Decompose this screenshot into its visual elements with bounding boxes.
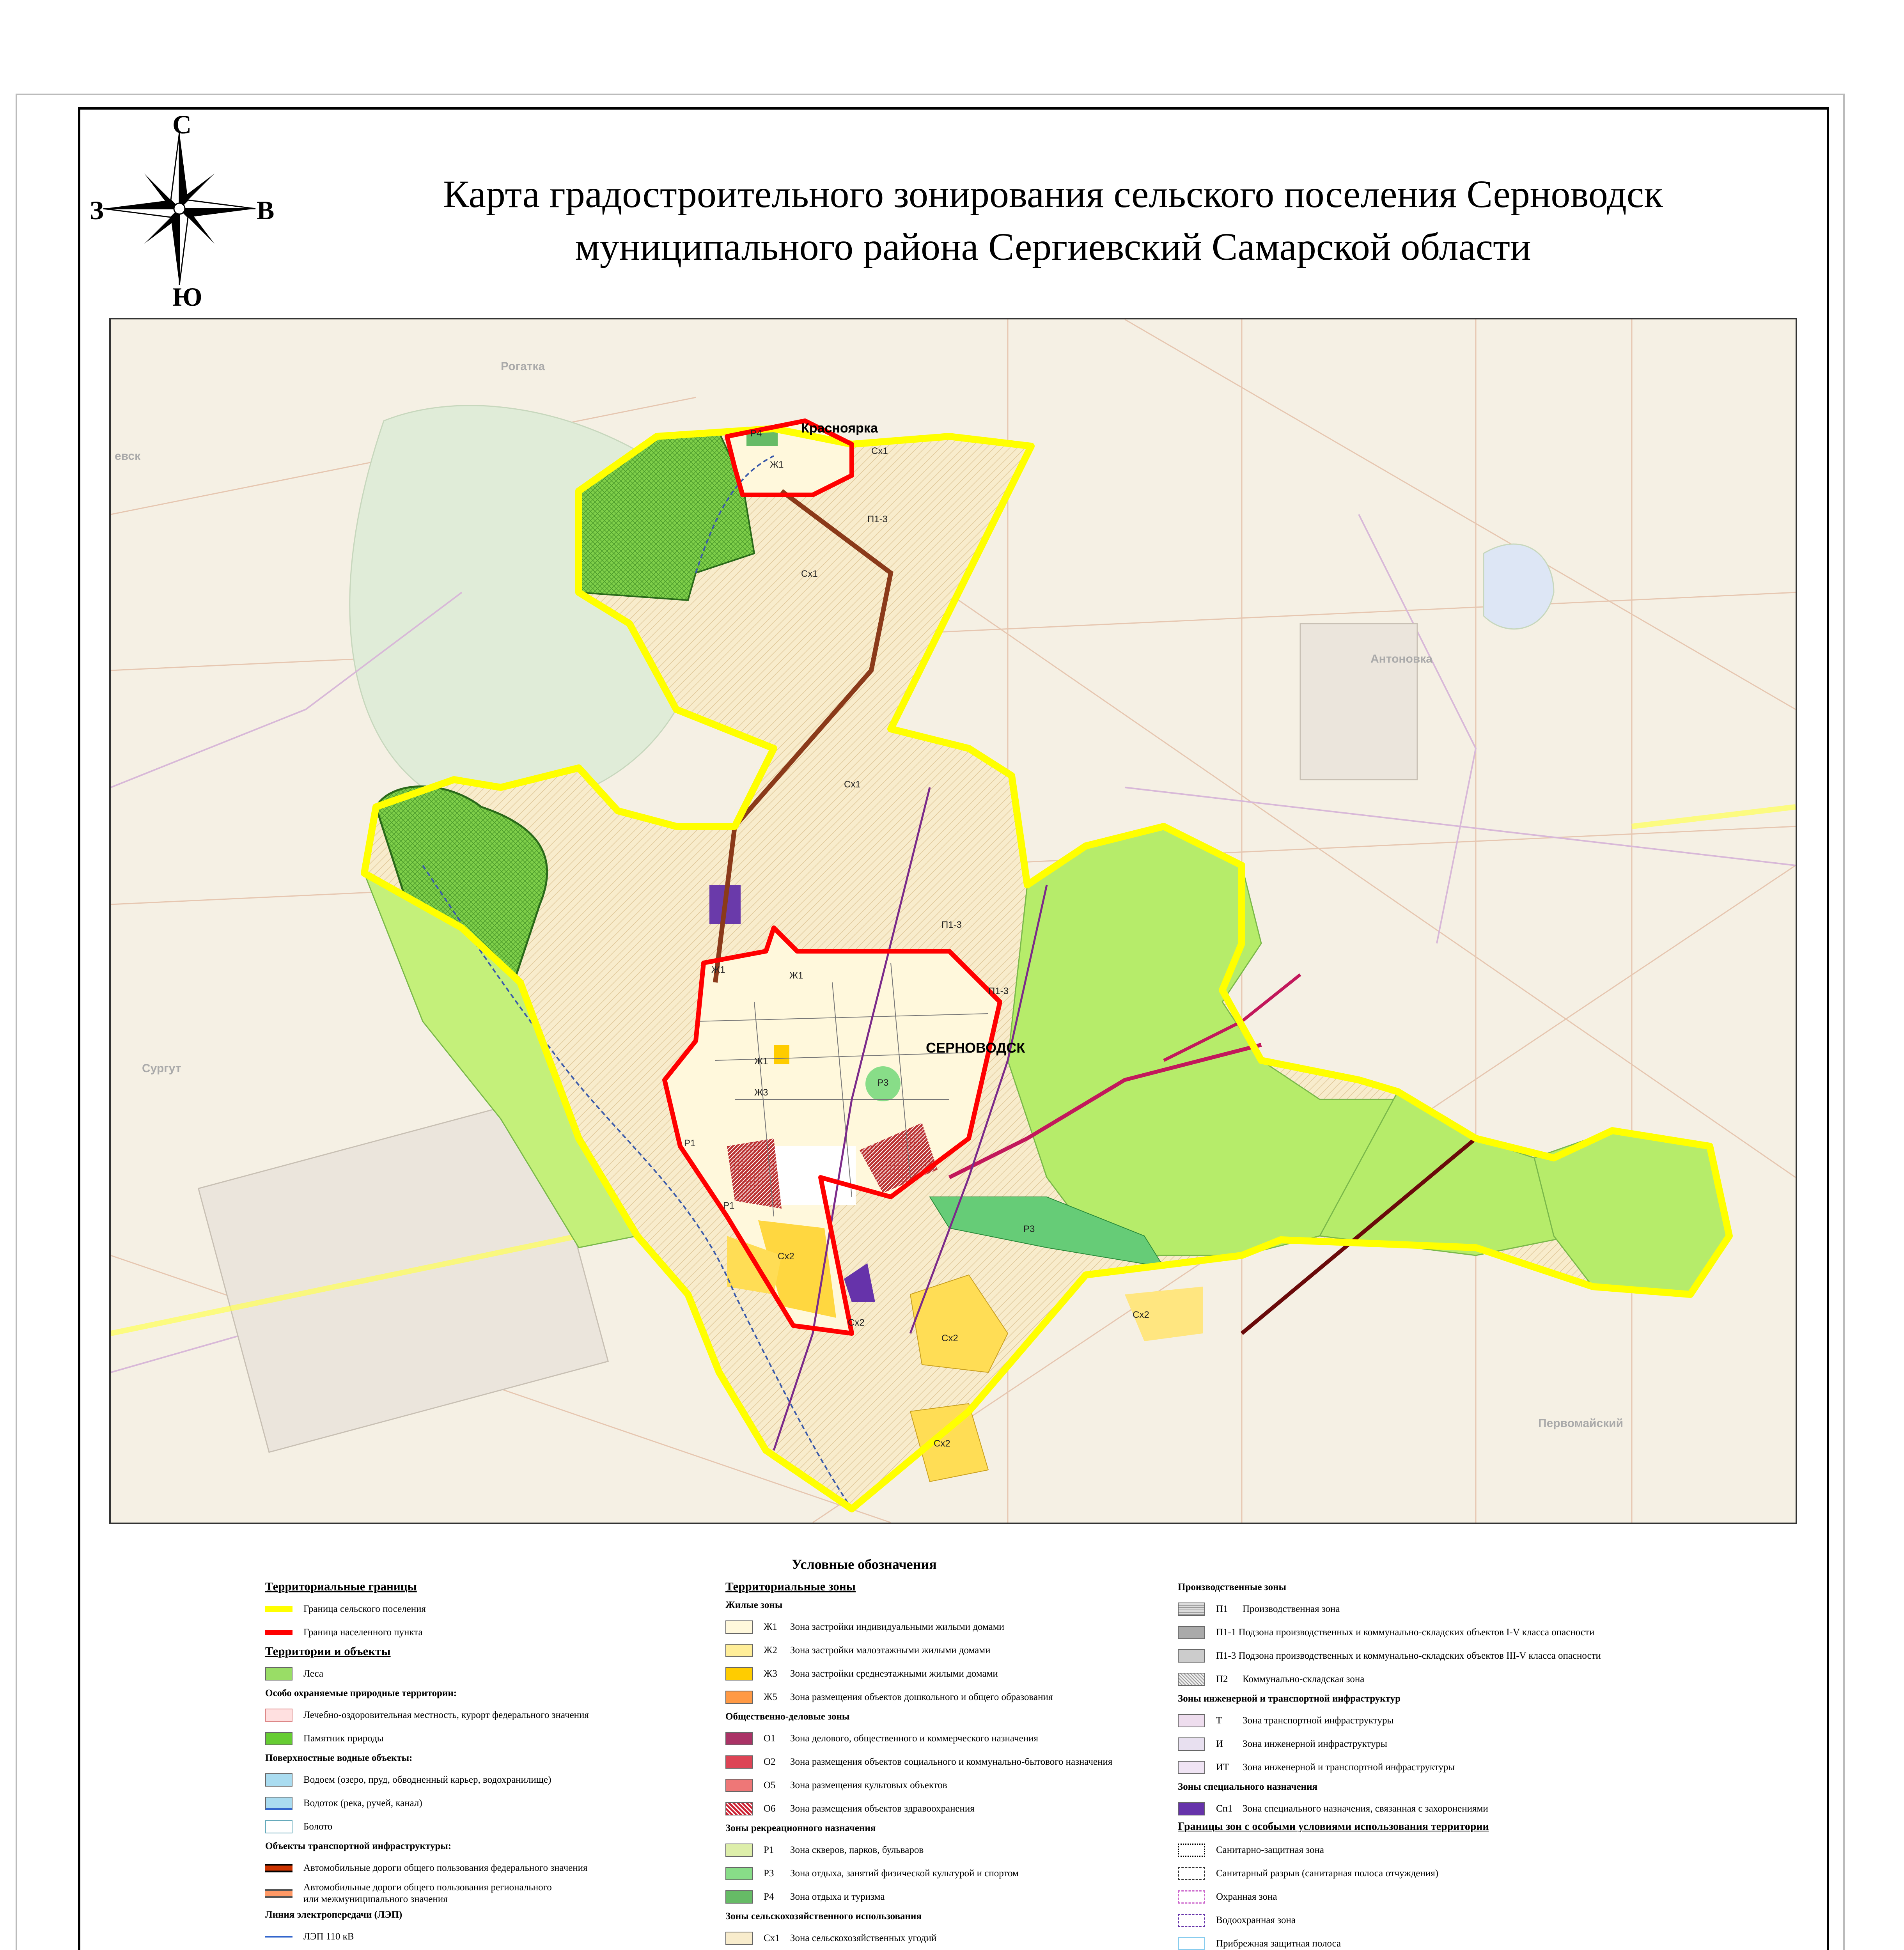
zone-label: Р3 [1023,1224,1035,1234]
legend-item: Санитарный разрыв (санитарная полоса отчуждения) [1178,1862,1665,1885]
legend-item: ЛЭП 110 кВ [265,1925,714,1948]
label-rogatka: Рогатка [501,360,545,373]
federal-road-swatch [265,1864,293,1872]
legend-section-header: Границы зон с особыми условиями использования территории [1178,1821,1489,1833]
legend-item: Сп1 Зона специального назначения, связанная с захоронениями [1178,1797,1665,1821]
zone-label: Сх2 [1133,1310,1149,1320]
legend-section-header: Территориальные границы [265,1580,417,1593]
legend-subheader: Зоны сельскохозяйственного использования [725,1911,922,1922]
zone-label: П1-3 [988,986,1009,996]
legend-item: Граница сельского поселения [265,1597,714,1621]
compass-east-label: В [257,195,275,225]
zone-label: Сх2 [778,1251,794,1262]
regional-road-swatch [265,1889,293,1898]
compass-south-label: Ю [172,282,202,312]
zone-label: Ж1 [770,459,784,470]
legend-item: Охранная зона [1178,1885,1665,1909]
legend-item: Т Зона транспортной инфраструктуры [1178,1709,1665,1732]
legend-item: Ж3 Зона застройки среднеэтажными жилыми домами [725,1662,1174,1686]
legend-subheader: Линия электропередачи (ЛЭП) [265,1909,402,1920]
legend-item: О2 Зона размещения объектов социального и коммунально-бытового назначения [725,1750,1174,1774]
legend-item: П1 Производственная зона [1178,1597,1665,1621]
legend-item: Болото [265,1815,714,1838]
legend-subheader: Производственные зоны [1178,1582,1287,1592]
compass-rose [90,110,285,312]
legend-item: Автомобильные дороги общего пользования федерального значения [265,1856,714,1880]
label-krasnoyarka: Красноярка [801,421,878,436]
title-line-1: Карта градостроительного зонирования сельского поселения Серноводск [443,172,1663,216]
legend-subheader: Зоны инженерной и транспортной инфраструктур [1178,1693,1401,1704]
zone-label: Р4 [750,428,762,439]
legend-item: ИТ Зона инженерной и транспортной инфраструктуры [1178,1756,1665,1779]
label-pervomaiskiy: Первомайский [1538,1417,1624,1430]
zone-label: Р3 [877,1078,889,1088]
resort-swatch [265,1709,293,1722]
legend-item: И Зона инженерной инфраструктуры [1178,1732,1665,1756]
legend-subheader: Зоны рекреационного назначения [725,1823,876,1833]
zone-label: Ж1 [711,964,725,975]
watercourse-swatch [265,1797,293,1810]
power-line-110-swatch [265,1936,293,1938]
legend-item: Р4 Зона отдыха и туризма [725,1885,1174,1909]
legend-item: П2 Коммунально-складская зона [1178,1668,1665,1691]
legend-item: Р1 Зона скверов, парков, бульваров [725,1838,1174,1862]
compass-west-label: З [90,195,104,225]
legend-item: Водоток (река, ручей, канал) [265,1792,714,1815]
legend-item: Граница населенного пункта [265,1621,714,1644]
zone-label: Сх2 [848,1317,865,1328]
legend-item: Водоем (озеро, пруд, обводненный карьер, водохранилище) [265,1768,714,1792]
zone-label: Ж1 [789,970,803,981]
map-canvas [111,319,1796,1523]
compass-north-label: С [172,110,192,139]
legend-section-header: Территории и объекты [265,1644,391,1658]
swamp-swatch [265,1820,293,1833]
zone-label: Ж3 [754,1087,768,1098]
legend-subheader: Зоны специального назначения [1178,1782,1318,1792]
zone-label: П1-3 [941,920,962,930]
legend-item: Сх1 Зона сельскохозяйственных угодий [725,1927,1174,1950]
zoning-map[interactable] [109,318,1797,1524]
zone-label: Сх2 [941,1333,958,1344]
legend-item [265,1948,714,1950]
legend-item: П1-3 Подзона производственных и коммунально-складских объектов III-V класса опасности [1178,1644,1665,1668]
label-sernovodsk: СЕРНОВОДСК [926,1040,1025,1056]
legend-item: Водоохранная зона [1178,1909,1665,1932]
label-antonovka: Антоновка [1370,652,1432,665]
title-line-2: муниципального района Сергиевский Самарской области [575,225,1531,268]
legend-item: О6 Зона размещения объектов здравоохранения [725,1797,1174,1821]
legend-subheader: Общественно-деловые зоны [725,1711,850,1722]
zone-label: Сх1 [801,569,818,579]
legend-subheader: Поверхностные водные объекты: [265,1753,413,1763]
nature-monument-swatch [265,1732,293,1745]
legend-item: Леса [265,1662,714,1686]
zone-label: Сх1 [871,446,888,456]
legend-item: Ж5 Зона размещения объектов дошкольного и общего образования [725,1686,1174,1709]
legend-column-3 [1178,1580,1665,1950]
zone-label: Ж1 [754,1056,768,1067]
legend-item: П1-1 Подзона производственных и коммунально-складских объектов I-V класса опасности [1178,1621,1665,1644]
forest-swatch [265,1667,293,1681]
legend-item: Санитарно-защитная зона [1178,1838,1665,1862]
zone-label: Сх2 [934,1438,950,1449]
zone-label: Сх1 [844,779,861,790]
zone-label: П1-3 [867,514,888,525]
legend-subheader: Объекты транспортной инфраструктуры: [265,1841,452,1851]
legend-swatch [265,1630,293,1635]
legend-item: Автомобильные дороги общего пользования регионального или межмуниципального значения [265,1880,714,1907]
zone-label: Р1 [684,1138,696,1149]
legend-item: Памятник природы [265,1727,714,1750]
legend-swatch [265,1606,293,1612]
legend-item: Р3 Зона отдыха, занятий физической культурой и спортом [725,1862,1174,1885]
legend-column-2 [725,1580,1174,1950]
legend-item: О1 Зона делового, общественного и коммерческого назначения [725,1727,1174,1750]
label-evsk: евск [115,450,141,463]
legend-subheader: Жилые зоны [725,1600,783,1610]
legend-item: Ж2 Зона застройки малоэтажными жилыми домами [725,1639,1174,1662]
waterbody-swatch [265,1773,293,1787]
zone-label: Р1 [723,1200,735,1211]
legend-title: Условные обозначения [792,1556,937,1572]
label-surgut: Сургут [142,1062,181,1075]
legend-item: О5 Зона размещения культовых объектов [725,1774,1174,1797]
legend-column-1 [265,1580,714,1950]
legend-item: Прибрежная защитная полоса [1178,1932,1665,1950]
legend-subheader: Особо охраняемые природные территории: [265,1688,457,1698]
legend-section-header: Территориальные зоны [725,1580,856,1593]
map-title [351,168,1755,273]
legend-item: Ж1 Зона застройки индивидуальными жилыми домами [725,1615,1174,1639]
legend-item: Лечебно-оздоровительная местность, курорт федерального значения [265,1704,714,1727]
compass-star-icon [90,113,285,308]
legend [265,1556,1669,1950]
